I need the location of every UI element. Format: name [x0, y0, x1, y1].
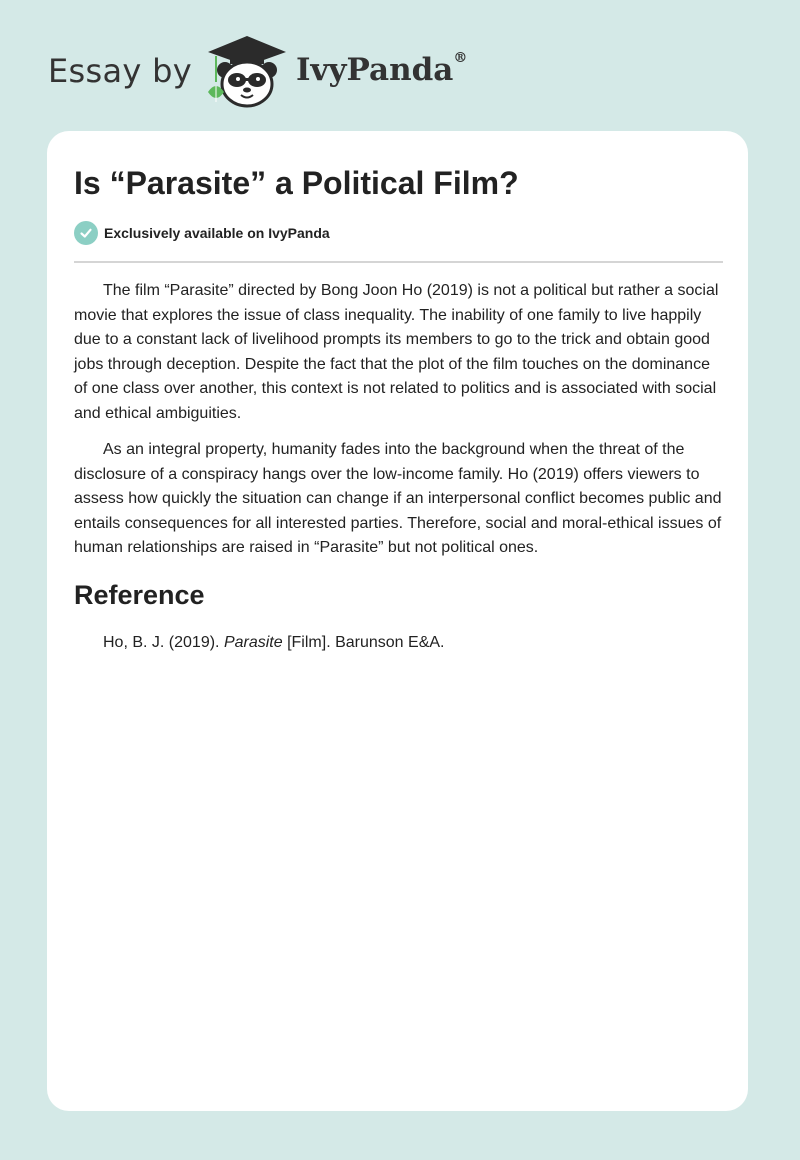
paragraph: The film “Parasite” directed by Bong Joon Ho (2019) is not a political but rather a social movie that explores the issue of class inequality. The inability of one family to live happily due to a constant lack of livelihood prompts its members to go to the trick and obtain good jobs through deception. Despite the fact that the plot of the film touches on the dominance of one class over another, this context is not related to politics and is associated with social and ethical ambiguities.	[74, 282, 719, 422]
site-header	[48, 34, 548, 114]
check-icon	[74, 221, 98, 245]
divider	[74, 261, 723, 263]
essay-by-label: Essay by	[48, 52, 192, 90]
reference-entry: Ho, B. J. (2019). Parasite [Film]. Barunson E&A.	[103, 633, 445, 651]
page-title: Is “Parasite” a Political Film?	[74, 165, 519, 201]
reference-heading: Reference	[74, 579, 205, 610]
reference-title: Parasite	[223, 633, 283, 651]
essay-body	[74, 279, 724, 655]
exclusive-badge	[74, 221, 330, 245]
paragraph: As an integral property, humanity fades into the background when the threat of the disclosure of a conspiracy hangs over the low-income family. Ho (2019) offers viewers to assess how quickly the situation can change if an interpersonal conflict becomes public and entails consequences for all interested parties. Therefore, social and moral-ethical issues of human relationships are raised in “Parasite” but not political ones.	[74, 441, 722, 556]
badge-text: Exclusively available on IvyPanda	[104, 225, 330, 241]
essay-card	[47, 131, 748, 1111]
brand-name: IvyPanda®	[296, 50, 468, 88]
panda-graduate-icon	[202, 34, 292, 110]
